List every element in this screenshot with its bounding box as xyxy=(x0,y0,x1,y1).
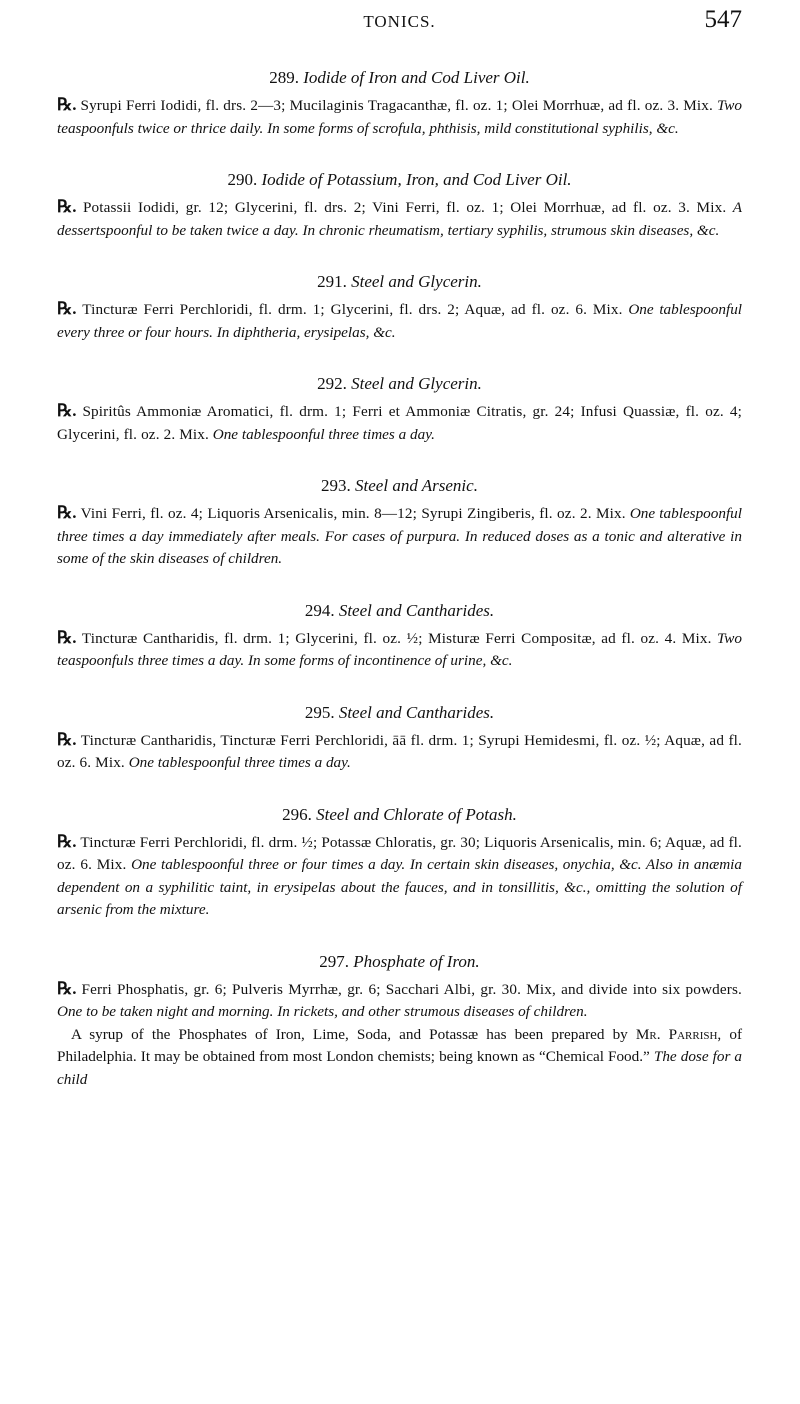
recipe-name: Steel and Glycerin. xyxy=(351,374,482,393)
rx-symbol: ℞. xyxy=(57,401,77,420)
recipe-body xyxy=(57,400,742,446)
rx-symbol: ℞. xyxy=(57,978,77,998)
rx-symbol: ℞. xyxy=(57,197,77,216)
recipe-body xyxy=(57,298,742,344)
recipe-number: 291. xyxy=(317,272,347,291)
recipe-body xyxy=(57,729,742,775)
closing-paragraph xyxy=(57,1024,742,1092)
recipe-name: Steel and Glycerin. xyxy=(351,272,482,291)
recipe-title xyxy=(57,476,742,496)
recipe-body xyxy=(57,94,742,140)
recipe-290 xyxy=(57,170,742,242)
recipe-number: 294. xyxy=(304,600,335,620)
recipe-ingredients: Spiritûs Ammoniæ Aromatici, fl. drm. 1; Ferri et Ammoniæ Citratis, gr. 24; Infusi Quassiæ, fl. oz. 4; Glycerini, fl. oz. 2. Mix. xyxy=(57,403,742,443)
recipe-289 xyxy=(57,68,742,140)
recipe-title xyxy=(57,952,742,972)
recipe-directions: One tablespoonful three or four times a day. xyxy=(131,856,406,873)
running-title: TONICS. xyxy=(363,12,436,31)
recipe-directions: Two teaspoonfuls three times a day. xyxy=(57,629,743,669)
recipe-ingredients: Tincturæ Ferri Perchloridi, fl. drm. 1; Glycerini, fl. drs. 2; Aquæ, ad fl. oz. 6. Mix. xyxy=(82,301,623,318)
recipe-directions: One tablespoonful three times a day. xyxy=(128,754,351,771)
recipe-body xyxy=(57,831,742,922)
recipe-note: In some forms of scrofula, phthisis, mild constitutional syphilis, &c. xyxy=(267,119,679,137)
recipe-title xyxy=(57,272,742,292)
recipe-number: 289. xyxy=(269,68,299,87)
closing-text-before: A syrup of the Phosphates of Iron, Lime, Soda, and Potassæ has been prepared by xyxy=(71,1025,628,1043)
running-head xyxy=(57,0,742,38)
recipe-name: Steel and Cantharides. xyxy=(338,702,495,722)
rx-symbol: ℞. xyxy=(57,627,77,647)
recipe-name: Steel and Chlorate of Potash. xyxy=(316,804,517,824)
recipe-number: 292. xyxy=(317,374,347,393)
recipe-ingredients: Tincturæ Ferri Perchloridi, fl. drm. ½; Potassæ Chloratis, gr. 30; Liquoris Arsenicalis, min. 6; Aquæ, ad fl. oz. 6. Mix. xyxy=(57,833,742,873)
recipe-note: In rickets, and other strumous diseases of children. xyxy=(277,1003,588,1020)
recipe-name: Iodide of Potassium, Iron, and Cod Liver Oil. xyxy=(261,170,572,189)
recipe-directions: Two teaspoonfuls twice or thrice daily. xyxy=(57,97,743,137)
recipe-name: Steel and Cantharides. xyxy=(338,600,495,620)
recipe-note: In chronic rheumatism, tertiary syphilis, strumous skin diseases, &c. xyxy=(302,221,720,239)
recipe-number: 296. xyxy=(282,804,312,824)
recipe-name: Phosphate of Iron. xyxy=(353,951,480,971)
recipe-292 xyxy=(57,374,742,446)
recipe-title xyxy=(57,170,742,190)
recipe-title xyxy=(57,374,742,394)
recipe-title xyxy=(57,805,742,825)
recipe-title xyxy=(57,68,742,88)
recipe-ingredients: Tincturæ Cantharidis, Tincturæ Ferri Perchloridi, āā fl. drm. 1; Syrupi Hemidesmi, fl. oz. ½; Aquæ, ad fl. oz. 6. Mix. xyxy=(57,731,742,771)
recipe-directions: A dessertspoonful to be taken twice a day. xyxy=(57,199,743,239)
recipe-number: 293. xyxy=(321,476,351,495)
recipe-body xyxy=(57,502,742,571)
recipe-note: In diphtheria, erysipelas, &c. xyxy=(216,323,396,341)
recipe-291 xyxy=(57,272,742,344)
recipe-note: In some forms of incontinence of urine, &c. xyxy=(247,652,513,669)
closing-person-name: Mr. Parrish, xyxy=(635,1025,722,1043)
recipe-name: Iodide of Iron and Cod Liver Oil. xyxy=(303,68,530,87)
recipe-293 xyxy=(57,476,742,571)
rx-symbol: ℞. xyxy=(57,299,77,318)
recipe-number: 295. xyxy=(304,702,335,722)
recipe-note: For cases of purpura. In reduced doses as a tonic and alterative in some of the skin diseases of children. xyxy=(57,527,742,567)
rx-symbol: ℞. xyxy=(57,831,77,851)
recipe-ingredients: Ferri Phosphatis, gr. 6; Pulveris Myrrhæ, gr. 6; Sacchari Albi, gr. 30. Mix, and divide into six powders. xyxy=(81,980,742,998)
recipe-title xyxy=(57,703,742,723)
page-number: 547 xyxy=(704,6,742,33)
rx-symbol: ℞. xyxy=(57,503,77,522)
recipe-note: In certain skin diseases, onychia, &c. Also in anæmia dependent on a syphilitic taint, in erysipelas about the fauces, and in tonsillitis, &c., omitting the solution of arsenic from the mixture. xyxy=(57,856,742,918)
recipe-directions: One tablespoonful three times a day. xyxy=(212,425,435,443)
recipe-body xyxy=(57,978,742,1024)
recipe-directions: One to be taken night and morning. xyxy=(57,1003,274,1020)
recipe-295 xyxy=(57,703,742,775)
recipe-body xyxy=(57,196,742,242)
recipe-body xyxy=(57,627,742,673)
recipe-directions: One tablespoonful every three or four hours. xyxy=(57,301,743,341)
recipe-ingredients: Tincturæ Cantharidis, fl. drm. 1; Glycerini, fl. oz. ½; Misturæ Ferri Compositæ, ad fl. oz. 4. Mix. xyxy=(81,629,712,647)
recipe-name: Steel and Arsenic. xyxy=(355,476,478,495)
recipe-296 xyxy=(57,805,742,922)
recipe-294 xyxy=(57,601,742,673)
recipe-297 xyxy=(57,952,742,1092)
closing-italic-tail: The dose for a child xyxy=(57,1048,743,1088)
recipe-title xyxy=(57,601,742,621)
recipe-ingredients: Potassii Iodidi, gr. 12; Glycerini, fl. drs. 2; Vini Ferri, fl. oz. 1; Olei Morrhuæ, ad fl. oz. 3. Mix. xyxy=(82,199,727,216)
closing-text-after: of Philadelphia. It may be obtained from most London chemists; being known as “Chemical Food.” xyxy=(57,1025,742,1065)
recipe-directions: One tablespoonful three times a day immediately after meals. xyxy=(57,505,742,545)
recipe-ingredients: Syrupi Ferri Iodidi, fl. drs. 2—3; Mucilaginis Tragacanthæ, fl. oz. 1; Olei Morrhuæ, ad fl. oz. 3. Mix. xyxy=(80,97,713,114)
recipe-ingredients: Vini Ferri, fl. oz. 4; Liquoris Arsenicalis, min. 8—12; Syrupi Zingiberis, fl. oz. 2. Mix. xyxy=(80,505,626,522)
recipe-number: 297. xyxy=(319,951,350,971)
rx-symbol: ℞. xyxy=(57,729,77,749)
recipe-number: 290. xyxy=(227,170,258,189)
rx-symbol: ℞. xyxy=(57,95,77,114)
